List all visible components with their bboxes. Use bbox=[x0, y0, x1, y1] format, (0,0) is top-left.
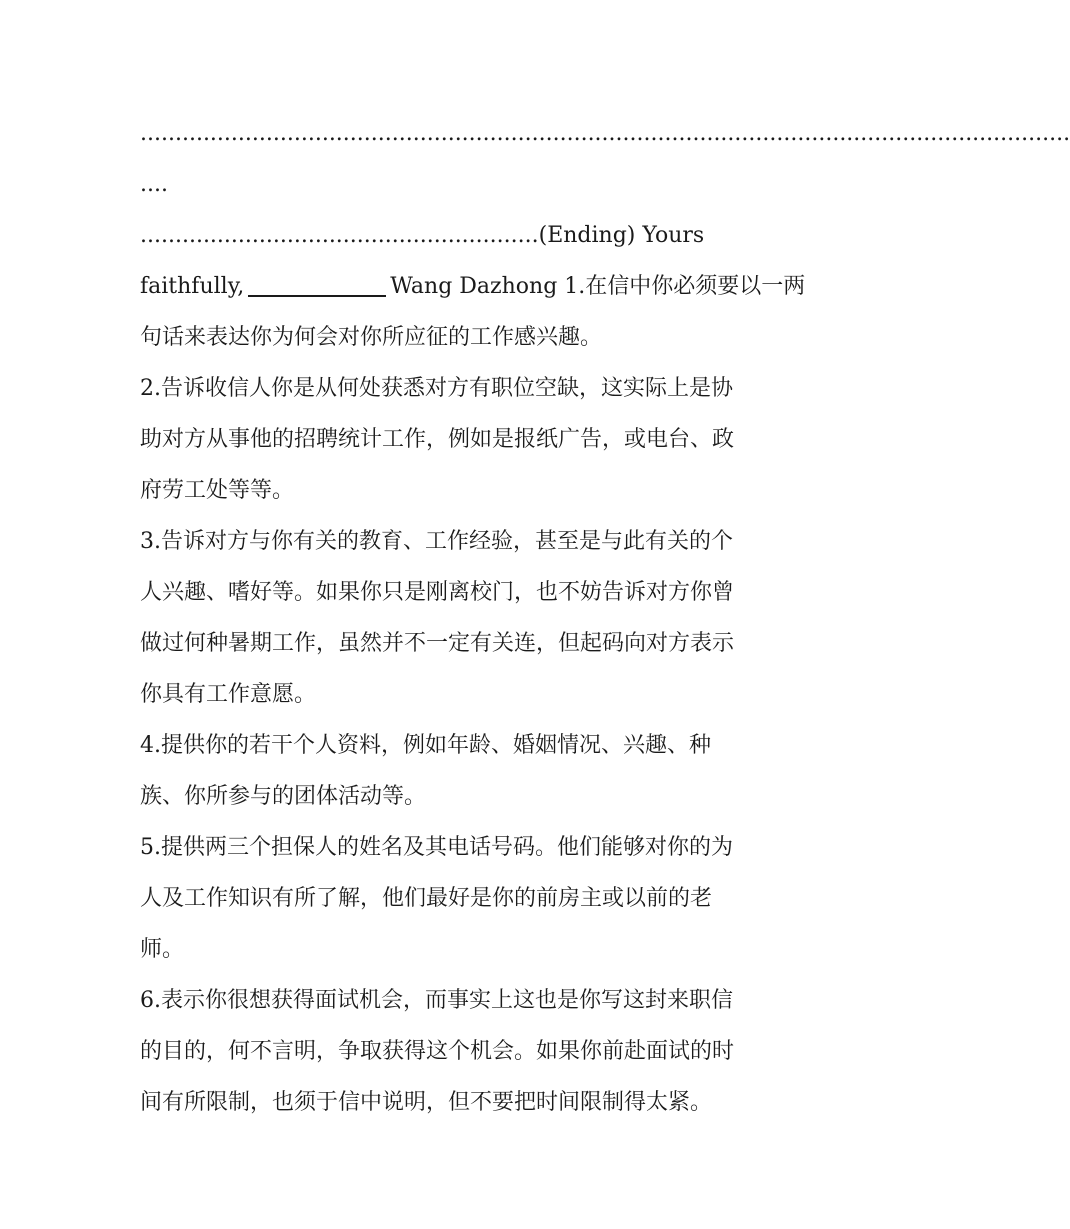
dotted-leader: ......................................................... bbox=[140, 223, 539, 248]
tip-text: 族、你所参与的团体活动等。 bbox=[140, 784, 427, 809]
signature-name: Wang Dazhong bbox=[390, 274, 558, 299]
tip-text: 间有所限制，也须于信中说明，但不要把时间限制得太紧。 bbox=[140, 1090, 713, 1115]
document-body bbox=[140, 108, 1070, 1128]
tip-text: 6.表示你很想获得面试机会，而事实上这也是你写这封来职信 bbox=[140, 988, 733, 1013]
tip-text: 的目的，何不言明，争取获得这个机会。如果你前赴面试的时 bbox=[140, 1039, 735, 1064]
tip-text: 助对方从事他的招聘统计工作，例如是报纸广告，或电台、政 bbox=[140, 427, 735, 452]
ending-line bbox=[140, 210, 820, 261]
tip-text: 你具有工作意愿。 bbox=[140, 682, 317, 707]
tip-text: 人兴趣、嗜好等。如果你只是刚离校门，也不妨告诉对方你曾 bbox=[140, 580, 735, 605]
tip-text: 2.告诉收信人你是从何处获悉对方有职位空缺，这实际上是协 bbox=[140, 376, 733, 401]
tip-text: 人及工作知识有所了解，他们最好是你的前房主或以前的老 bbox=[140, 886, 713, 911]
tip-text: 府劳工处等等。 bbox=[140, 478, 295, 503]
signature-line bbox=[140, 261, 820, 312]
dotted-line: ..................................................................................................................................... bbox=[140, 121, 1070, 146]
ending-label: (Ending) Yours bbox=[538, 223, 705, 248]
tip-text: 句话来表达你为何会对你所应征的工作感兴趣。 bbox=[140, 325, 603, 350]
signature-blank bbox=[248, 295, 386, 297]
tip-text: 做过何种暑期工作，虽然并不一定有关连，但起码向对方表示 bbox=[140, 631, 735, 656]
tip-text: 5.提供两三个担保人的姓名及其电话号码。他们能够对你的为 bbox=[140, 835, 733, 860]
tip-text: 1.在信中你必须要以一两 bbox=[564, 274, 806, 299]
tip-text: 4.提供你的若干个人资料，例如年龄、婚姻情况、兴趣、种 bbox=[140, 733, 711, 758]
dotted-line: .... bbox=[140, 172, 168, 197]
tip-text: 3.告诉对方与你有关的教育、工作经验，甚至是与此有关的个 bbox=[140, 529, 733, 554]
tip-text: 师。 bbox=[140, 937, 185, 962]
closing-word: faithfully, bbox=[140, 274, 245, 299]
